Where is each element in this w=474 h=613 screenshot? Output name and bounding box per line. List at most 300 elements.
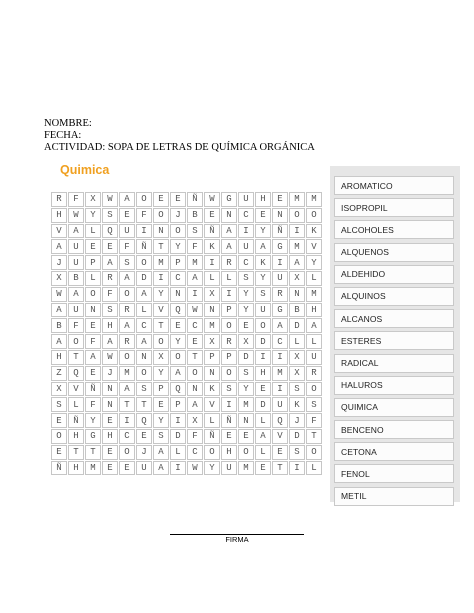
- grid-cell[interactable]: E: [102, 461, 118, 476]
- grid-cell[interactable]: T: [272, 461, 288, 476]
- grid-cell[interactable]: O: [221, 366, 237, 381]
- grid-cell[interactable]: E: [255, 461, 271, 476]
- grid-cell[interactable]: A: [170, 366, 186, 381]
- grid-cell[interactable]: F: [306, 413, 322, 428]
- grid-cell[interactable]: A: [255, 239, 271, 254]
- grid-cell[interactable]: L: [204, 271, 220, 286]
- grid-cell[interactable]: E: [170, 192, 186, 207]
- grid-cell[interactable]: W: [187, 461, 203, 476]
- word-item: ALQUINOS: [334, 287, 454, 306]
- grid-cell[interactable]: I: [170, 413, 186, 428]
- grid-cell[interactable]: W: [68, 208, 84, 223]
- grid-cell[interactable]: W: [187, 303, 203, 318]
- grid-cell[interactable]: H: [51, 208, 67, 223]
- grid-cell[interactable]: B: [68, 271, 84, 286]
- grid-cell[interactable]: C: [238, 255, 254, 270]
- grid-cell[interactable]: T: [85, 445, 101, 460]
- grid-cell[interactable]: Q: [272, 413, 288, 428]
- grid-cell[interactable]: E: [238, 318, 254, 333]
- grid-cell[interactable]: Y: [85, 413, 101, 428]
- grid-cell[interactable]: H: [51, 350, 67, 365]
- grid-cell[interactable]: R: [306, 366, 322, 381]
- grid-cell[interactable]: E: [119, 461, 135, 476]
- grid-cell[interactable]: I: [238, 224, 254, 239]
- grid-cell[interactable]: O: [85, 287, 101, 302]
- grid-cell[interactable]: A: [102, 255, 118, 270]
- grid-cell[interactable]: H: [68, 461, 84, 476]
- grid-cell[interactable]: C: [119, 429, 135, 444]
- grid-cell[interactable]: B: [187, 208, 203, 223]
- grid-cell[interactable]: S: [153, 429, 169, 444]
- grid-cell[interactable]: V: [153, 303, 169, 318]
- grid-cell[interactable]: D: [238, 350, 254, 365]
- grid-cell[interactable]: L: [136, 303, 152, 318]
- grid-cell[interactable]: A: [187, 271, 203, 286]
- grid-cell[interactable]: M: [306, 287, 322, 302]
- grid-cell[interactable]: S: [289, 382, 305, 397]
- grid-cell[interactable]: I: [255, 350, 271, 365]
- grid-cell[interactable]: H: [306, 303, 322, 318]
- grid-cell[interactable]: T: [153, 318, 169, 333]
- grid-cell[interactable]: C: [238, 208, 254, 223]
- word-item: ESTERES: [334, 331, 454, 350]
- grid-cell[interactable]: Ñ: [204, 429, 220, 444]
- grid-cell[interactable]: S: [238, 271, 254, 286]
- grid-cell[interactable]: O: [119, 287, 135, 302]
- grid-cell[interactable]: A: [221, 239, 237, 254]
- grid-cell[interactable]: H: [102, 429, 118, 444]
- grid-cell[interactable]: O: [170, 224, 186, 239]
- grid-cell[interactable]: O: [289, 208, 305, 223]
- grid-cell[interactable]: Y: [255, 271, 271, 286]
- grid-cell[interactable]: L: [306, 461, 322, 476]
- grid-cell[interactable]: D: [289, 429, 305, 444]
- grid-cell[interactable]: U: [255, 303, 271, 318]
- grid-cell[interactable]: F: [187, 239, 203, 254]
- grid-cell[interactable]: J: [289, 413, 305, 428]
- grid-cell[interactable]: U: [306, 350, 322, 365]
- grid-cell[interactable]: I: [272, 350, 288, 365]
- grid-cell[interactable]: Q: [68, 366, 84, 381]
- grid-cell[interactable]: Ñ: [136, 239, 152, 254]
- grid-cell[interactable]: E: [85, 239, 101, 254]
- grid-cell[interactable]: Q: [136, 413, 152, 428]
- grid-cell[interactable]: S: [289, 445, 305, 460]
- grid-cell[interactable]: J: [170, 208, 186, 223]
- grid-cell[interactable]: A: [187, 397, 203, 412]
- grid-cell[interactable]: W: [102, 350, 118, 365]
- grid-cell[interactable]: O: [170, 350, 186, 365]
- grid-cell[interactable]: X: [51, 271, 67, 286]
- grid-cell[interactable]: Y: [85, 208, 101, 223]
- grid-cell[interactable]: Ñ: [221, 413, 237, 428]
- grid-cell[interactable]: Ñ: [68, 413, 84, 428]
- word-list-panel: [330, 166, 460, 502]
- grid-cell[interactable]: D: [255, 397, 271, 412]
- grid-cell[interactable]: O: [306, 382, 322, 397]
- word-item: AROMATICO: [334, 176, 454, 195]
- grid-cell[interactable]: O: [306, 445, 322, 460]
- word-item: CETONA: [334, 442, 454, 461]
- grid-cell[interactable]: A: [221, 224, 237, 239]
- grid-cell[interactable]: I: [289, 461, 305, 476]
- grid-cell[interactable]: E: [119, 208, 135, 223]
- grid-cell[interactable]: L: [85, 271, 101, 286]
- grid-cell[interactable]: U: [68, 239, 84, 254]
- grid-cell[interactable]: O: [221, 318, 237, 333]
- grid-cell[interactable]: A: [119, 318, 135, 333]
- grid-cell[interactable]: T: [68, 445, 84, 460]
- grid-cell[interactable]: I: [272, 255, 288, 270]
- grid-cell[interactable]: L: [289, 334, 305, 349]
- nombre-label: NOMBRE:: [44, 118, 92, 129]
- grid-cell[interactable]: P: [221, 350, 237, 365]
- grid-cell[interactable]: U: [238, 239, 254, 254]
- grid-cell[interactable]: N: [102, 382, 118, 397]
- grid-cell[interactable]: O: [119, 445, 135, 460]
- grid-cell[interactable]: V: [68, 382, 84, 397]
- grid-cell[interactable]: A: [119, 192, 135, 207]
- grid-cell[interactable]: R: [221, 255, 237, 270]
- grid-cell[interactable]: P: [170, 255, 186, 270]
- grid-cell[interactable]: E: [221, 429, 237, 444]
- grid-cell[interactable]: N: [85, 303, 101, 318]
- grid-cell[interactable]: S: [136, 382, 152, 397]
- grid-cell[interactable]: U: [238, 192, 254, 207]
- grid-cell[interactable]: C: [272, 334, 288, 349]
- grid-cell[interactable]: Y: [170, 239, 186, 254]
- grid-cell[interactable]: S: [51, 397, 67, 412]
- grid-cell[interactable]: Y: [306, 255, 322, 270]
- grid-cell[interactable]: O: [119, 350, 135, 365]
- grid-cell[interactable]: O: [51, 429, 67, 444]
- grid-cell[interactable]: A: [289, 255, 305, 270]
- grid-cell[interactable]: N: [204, 303, 220, 318]
- grid-cell[interactable]: U: [221, 461, 237, 476]
- grid-cell[interactable]: F: [102, 287, 118, 302]
- grid-cell[interactable]: U: [272, 397, 288, 412]
- grid-cell[interactable]: F: [136, 208, 152, 223]
- grid-cell[interactable]: F: [85, 334, 101, 349]
- grid-cell[interactable]: E: [153, 397, 169, 412]
- grid-cell[interactable]: S: [306, 397, 322, 412]
- grid-cell[interactable]: X: [187, 413, 203, 428]
- grid-cell[interactable]: E: [102, 445, 118, 460]
- grid-cell[interactable]: N: [289, 287, 305, 302]
- grid-cell[interactable]: O: [153, 208, 169, 223]
- grid-cell[interactable]: P: [221, 303, 237, 318]
- grid-cell[interactable]: M: [119, 366, 135, 381]
- grid-cell[interactable]: R: [51, 192, 67, 207]
- grid-cell[interactable]: M: [187, 255, 203, 270]
- grid-cell[interactable]: Y: [204, 461, 220, 476]
- grid-cell[interactable]: R: [221, 334, 237, 349]
- grid-cell[interactable]: J: [102, 366, 118, 381]
- grid-cell[interactable]: Ñ: [85, 382, 101, 397]
- grid-cell[interactable]: V: [51, 224, 67, 239]
- grid-cell[interactable]: Y: [153, 366, 169, 381]
- grid-cell[interactable]: R: [102, 271, 118, 286]
- grid-cell[interactable]: A: [306, 318, 322, 333]
- grid-cell[interactable]: I: [187, 287, 203, 302]
- grid-cell[interactable]: I: [153, 271, 169, 286]
- grid-cell[interactable]: S: [221, 382, 237, 397]
- grid-cell[interactable]: Ñ: [187, 192, 203, 207]
- grid-cell[interactable]: U: [68, 303, 84, 318]
- grid-cell[interactable]: E: [170, 318, 186, 333]
- grid-cell[interactable]: A: [68, 287, 84, 302]
- grid-cell[interactable]: L: [170, 445, 186, 460]
- grid-cell[interactable]: S: [255, 287, 271, 302]
- grid-cell[interactable]: I: [204, 255, 220, 270]
- grid-cell[interactable]: P: [85, 255, 101, 270]
- puzzle-title: Quimica: [60, 163, 110, 177]
- grid-cell[interactable]: E: [102, 239, 118, 254]
- grid-cell[interactable]: I: [221, 287, 237, 302]
- grid-cell[interactable]: C: [187, 445, 203, 460]
- grid-cell[interactable]: V: [272, 429, 288, 444]
- grid-cell[interactable]: E: [136, 429, 152, 444]
- grid-cell[interactable]: N: [170, 287, 186, 302]
- grid-cell[interactable]: A: [136, 287, 152, 302]
- grid-cell[interactable]: A: [68, 224, 84, 239]
- grid-cell[interactable]: E: [85, 318, 101, 333]
- grid-cell[interactable]: X: [289, 366, 305, 381]
- grid-cell[interactable]: Y: [238, 287, 254, 302]
- grid-cell[interactable]: J: [51, 255, 67, 270]
- grid-cell[interactable]: I: [136, 224, 152, 239]
- grid-cell[interactable]: E: [238, 429, 254, 444]
- grid-cell[interactable]: A: [119, 382, 135, 397]
- grid-cell[interactable]: X: [51, 382, 67, 397]
- grid-cell[interactable]: Ñ: [204, 224, 220, 239]
- grid-cell[interactable]: R: [119, 334, 135, 349]
- grid-cell[interactable]: Z: [51, 366, 67, 381]
- grid-cell[interactable]: T: [68, 350, 84, 365]
- grid-cell[interactable]: H: [102, 318, 118, 333]
- grid-cell[interactable]: M: [289, 192, 305, 207]
- grid-cell[interactable]: E: [204, 208, 220, 223]
- grid-cell[interactable]: M: [238, 461, 254, 476]
- grid-cell[interactable]: O: [136, 255, 152, 270]
- grid-cell[interactable]: W: [204, 192, 220, 207]
- grid-cell[interactable]: A: [51, 239, 67, 254]
- grid-cell[interactable]: N: [187, 382, 203, 397]
- grid-cell[interactable]: S: [119, 255, 135, 270]
- grid-cell[interactable]: N: [238, 413, 254, 428]
- grid-cell[interactable]: I: [221, 397, 237, 412]
- grid-cell[interactable]: W: [51, 287, 67, 302]
- grid-cell[interactable]: T: [119, 397, 135, 412]
- grid-cell[interactable]: Ñ: [272, 224, 288, 239]
- word-item: RADICAL: [334, 354, 454, 373]
- grid-cell[interactable]: E: [51, 413, 67, 428]
- grid-cell[interactable]: F: [187, 429, 203, 444]
- grid-cell[interactable]: B: [51, 318, 67, 333]
- grid-cell[interactable]: X: [204, 287, 220, 302]
- grid-cell[interactable]: A: [119, 271, 135, 286]
- grid-cell[interactable]: Q: [170, 382, 186, 397]
- grid-cell[interactable]: N: [136, 350, 152, 365]
- word-item: FENOL: [334, 464, 454, 483]
- grid-cell[interactable]: G: [272, 239, 288, 254]
- fecha-label: FECHA:: [44, 130, 82, 141]
- grid-cell[interactable]: L: [85, 224, 101, 239]
- grid-cell[interactable]: L: [221, 271, 237, 286]
- grid-cell[interactable]: A: [136, 334, 152, 349]
- grid-cell[interactable]: I: [119, 413, 135, 428]
- grid-cell[interactable]: E: [255, 208, 271, 223]
- grid-cell[interactable]: E: [272, 192, 288, 207]
- grid-cell[interactable]: E: [153, 192, 169, 207]
- grid-cell[interactable]: F: [119, 239, 135, 254]
- grid-cell[interactable]: M: [272, 366, 288, 381]
- grid-cell[interactable]: L: [68, 397, 84, 412]
- grid-cell[interactable]: X: [289, 350, 305, 365]
- grid-cell[interactable]: X: [204, 334, 220, 349]
- grid-cell[interactable]: L: [306, 271, 322, 286]
- grid-cell[interactable]: R: [119, 303, 135, 318]
- grid-cell[interactable]: L: [255, 445, 271, 460]
- word-item: ALQUENOS: [334, 243, 454, 262]
- grid-cell[interactable]: E: [51, 445, 67, 460]
- grid-cell[interactable]: Q: [170, 303, 186, 318]
- grid-cell[interactable]: O: [153, 334, 169, 349]
- grid-cell[interactable]: K: [289, 397, 305, 412]
- grid-cell[interactable]: Y: [255, 224, 271, 239]
- grid-cell[interactable]: X: [153, 350, 169, 365]
- grid-cell[interactable]: S: [102, 208, 118, 223]
- grid-cell[interactable]: U: [68, 255, 84, 270]
- worksheet-header: [44, 118, 315, 154]
- grid-cell[interactable]: F: [85, 397, 101, 412]
- grid-cell[interactable]: A: [153, 461, 169, 476]
- grid-cell[interactable]: Q: [102, 224, 118, 239]
- grid-cell[interactable]: V: [204, 397, 220, 412]
- grid-cell[interactable]: M: [204, 318, 220, 333]
- grid-cell[interactable]: Y: [153, 413, 169, 428]
- grid-cell[interactable]: Y: [238, 303, 254, 318]
- grid-cell[interactable]: M: [306, 192, 322, 207]
- grid-cell[interactable]: I: [272, 382, 288, 397]
- grid-cell[interactable]: C: [170, 271, 186, 286]
- grid-cell[interactable]: Y: [153, 287, 169, 302]
- grid-cell[interactable]: T: [306, 429, 322, 444]
- grid-cell[interactable]: J: [136, 445, 152, 460]
- grid-cell[interactable]: L: [255, 413, 271, 428]
- grid-cell[interactable]: N: [272, 208, 288, 223]
- grid-cell[interactable]: H: [68, 429, 84, 444]
- grid-cell[interactable]: K: [204, 239, 220, 254]
- grid-cell[interactable]: F: [68, 192, 84, 207]
- grid-cell[interactable]: U: [119, 224, 135, 239]
- grid-cell[interactable]: D: [255, 334, 271, 349]
- grid-cell[interactable]: Y: [170, 334, 186, 349]
- grid-cell[interactable]: E: [187, 334, 203, 349]
- grid-cell[interactable]: Y: [238, 382, 254, 397]
- grid-cell[interactable]: G: [221, 192, 237, 207]
- grid-cell[interactable]: D: [136, 271, 152, 286]
- grid-cell[interactable]: K: [204, 382, 220, 397]
- grid-cell[interactable]: V: [306, 239, 322, 254]
- grid-cell[interactable]: I: [170, 461, 186, 476]
- grid-cell[interactable]: S: [187, 224, 203, 239]
- grid-cell[interactable]: I: [289, 224, 305, 239]
- grid-cell[interactable]: T: [187, 350, 203, 365]
- grid-cell[interactable]: U: [272, 271, 288, 286]
- grid-cell[interactable]: S: [238, 366, 254, 381]
- grid-cell[interactable]: Ñ: [51, 461, 67, 476]
- grid-cell[interactable]: A: [51, 303, 67, 318]
- grid-cell[interactable]: P: [153, 382, 169, 397]
- grid-cell[interactable]: E: [272, 445, 288, 460]
- grid-cell[interactable]: P: [170, 397, 186, 412]
- grid-cell[interactable]: O: [306, 208, 322, 223]
- grid-cell[interactable]: U: [136, 461, 152, 476]
- grid-cell[interactable]: O: [204, 445, 220, 460]
- grid-cell[interactable]: X: [85, 192, 101, 207]
- grid-cell[interactable]: H: [255, 192, 271, 207]
- grid-cell[interactable]: M: [289, 239, 305, 254]
- grid-cell[interactable]: A: [255, 429, 271, 444]
- grid-cell[interactable]: D: [289, 318, 305, 333]
- grid-cell[interactable]: R: [272, 287, 288, 302]
- grid-cell[interactable]: N: [204, 366, 220, 381]
- grid-cell[interactable]: E: [102, 413, 118, 428]
- grid-cell[interactable]: L: [204, 413, 220, 428]
- grid-cell[interactable]: E: [85, 366, 101, 381]
- grid-cell[interactable]: O: [68, 334, 84, 349]
- grid-cell[interactable]: M: [85, 461, 101, 476]
- grid-cell[interactable]: C: [187, 318, 203, 333]
- grid-cell[interactable]: A: [51, 334, 67, 349]
- grid-cell[interactable]: H: [221, 445, 237, 460]
- grid-cell[interactable]: H: [255, 366, 271, 381]
- grid-cell[interactable]: T: [153, 239, 169, 254]
- grid-cell[interactable]: T: [136, 397, 152, 412]
- grid-cell[interactable]: E: [255, 382, 271, 397]
- grid-cell[interactable]: O: [238, 445, 254, 460]
- grid-cell[interactable]: K: [306, 224, 322, 239]
- grid-cell[interactable]: A: [272, 318, 288, 333]
- grid-cell[interactable]: P: [204, 350, 220, 365]
- grid-cell[interactable]: D: [170, 429, 186, 444]
- grid-cell[interactable]: N: [153, 224, 169, 239]
- grid-cell[interactable]: M: [238, 397, 254, 412]
- grid-cell[interactable]: F: [68, 318, 84, 333]
- grid-cell[interactable]: A: [153, 445, 169, 460]
- grid-cell[interactable]: G: [272, 303, 288, 318]
- grid-cell[interactable]: O: [136, 366, 152, 381]
- grid-cell[interactable]: X: [289, 271, 305, 286]
- grid-cell[interactable]: S: [102, 303, 118, 318]
- grid-cell[interactable]: L: [306, 334, 322, 349]
- grid-cell[interactable]: N: [102, 397, 118, 412]
- grid-cell[interactable]: K: [255, 255, 271, 270]
- grid-cell[interactable]: W: [102, 192, 118, 207]
- grid-cell[interactable]: M: [153, 255, 169, 270]
- grid-cell[interactable]: O: [187, 366, 203, 381]
- grid-cell[interactable]: O: [255, 318, 271, 333]
- grid-cell[interactable]: N: [221, 208, 237, 223]
- grid-cell[interactable]: G: [85, 429, 101, 444]
- grid-cell[interactable]: A: [85, 350, 101, 365]
- grid-cell[interactable]: X: [238, 334, 254, 349]
- grid-cell[interactable]: C: [136, 318, 152, 333]
- grid-cell[interactable]: O: [136, 192, 152, 207]
- grid-cell[interactable]: B: [289, 303, 305, 318]
- grid-cell[interactable]: A: [102, 334, 118, 349]
